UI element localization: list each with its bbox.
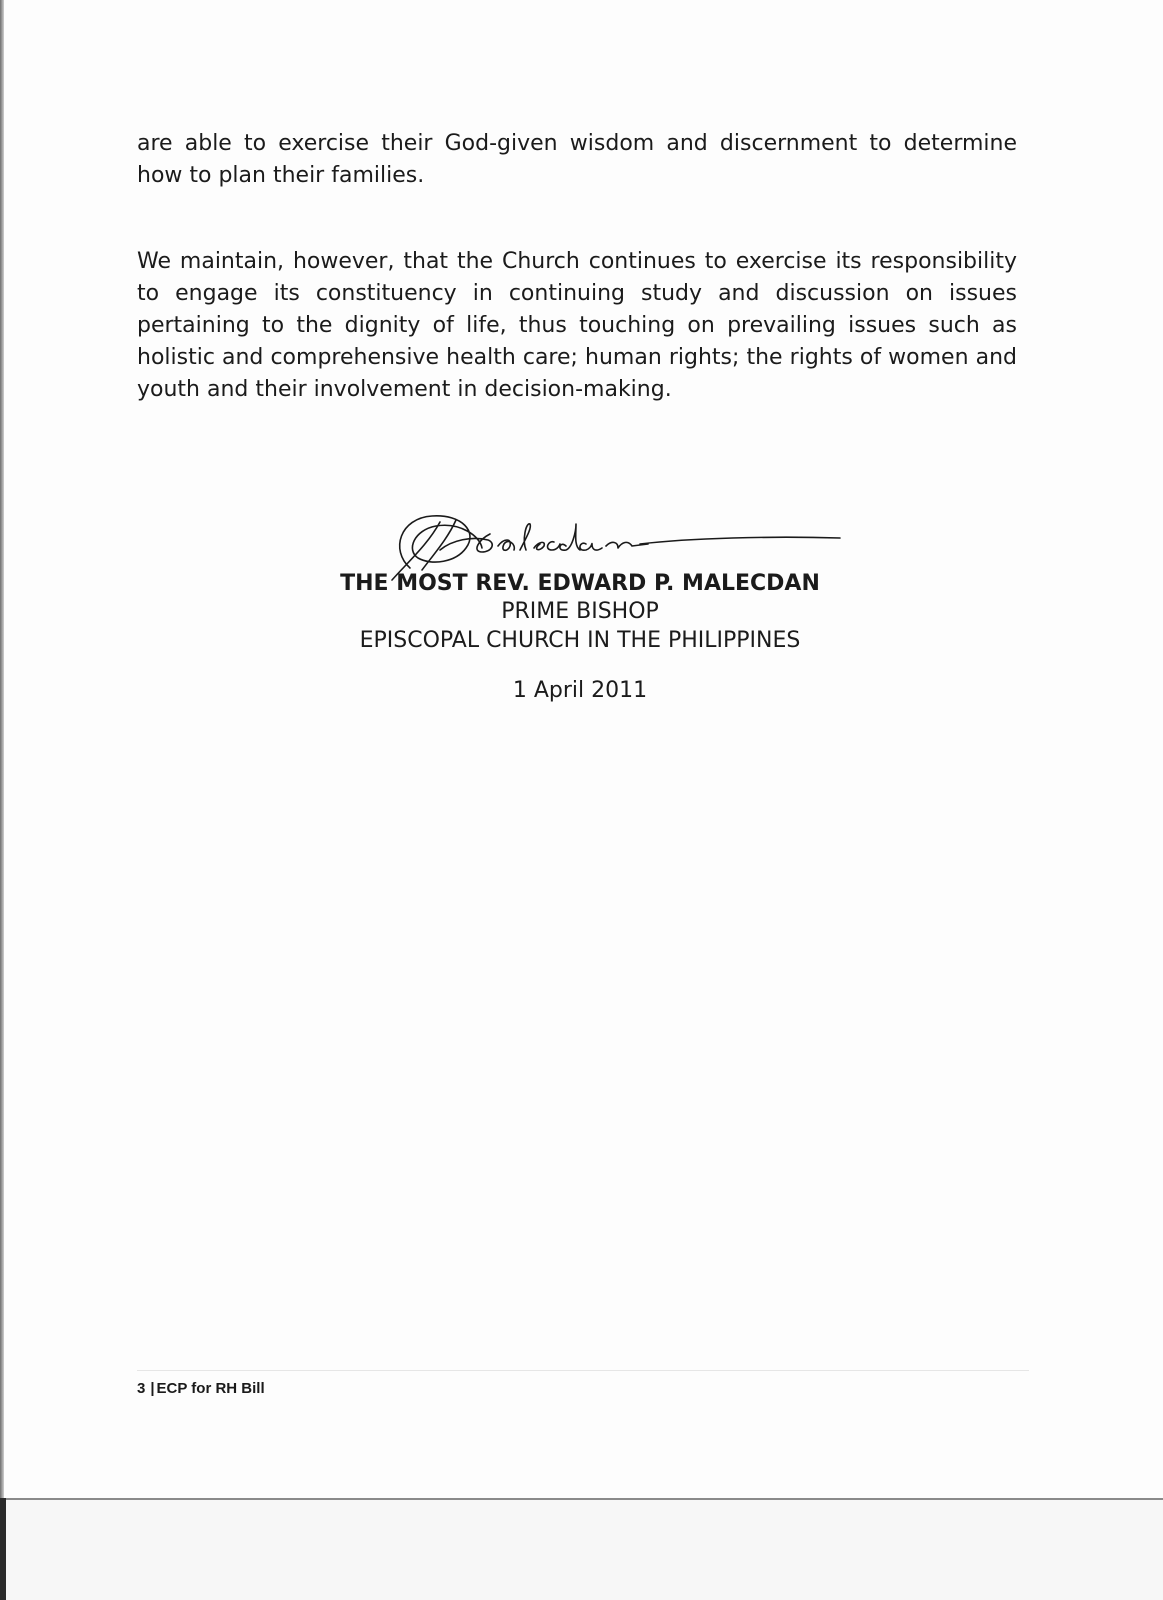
footer-separator: | bbox=[150, 1380, 155, 1397]
footer-label: ECP for RH Bill bbox=[156, 1380, 265, 1397]
page-footer bbox=[137, 1378, 265, 1400]
signatory-title: PRIME BISHOP bbox=[501, 599, 659, 624]
document-date: 1 April 2011 bbox=[512, 678, 648, 703]
scan-left-shadow bbox=[0, 1498, 6, 1600]
scan-left-edge bbox=[0, 0, 4, 1600]
signatory-organization: EPISCOPAL CHURCH IN THE PHILIPPINES bbox=[359, 628, 801, 653]
scan-underlying-sheet bbox=[6, 1500, 1163, 1600]
paragraph-1: are able to exercise their God-given wisdom and discernment to determine how to plan their families. bbox=[137, 131, 1017, 188]
page-number: 3 bbox=[137, 1380, 146, 1397]
paragraph-2: We maintain, however, that the Church continues to exercise its responsibility to engage its constituency in continuing study and discussion on issues pertaining to the dignity of life, thus touching on prevailing issues such as holistic and comprehensive health care; human rights; the rights of women and youth and their involvement in decision-making. bbox=[137, 249, 1017, 402]
signatory-name: THE MOST REV. EDWARD P. MALECDAN bbox=[340, 571, 820, 596]
footer-divider bbox=[137, 1370, 1029, 1371]
